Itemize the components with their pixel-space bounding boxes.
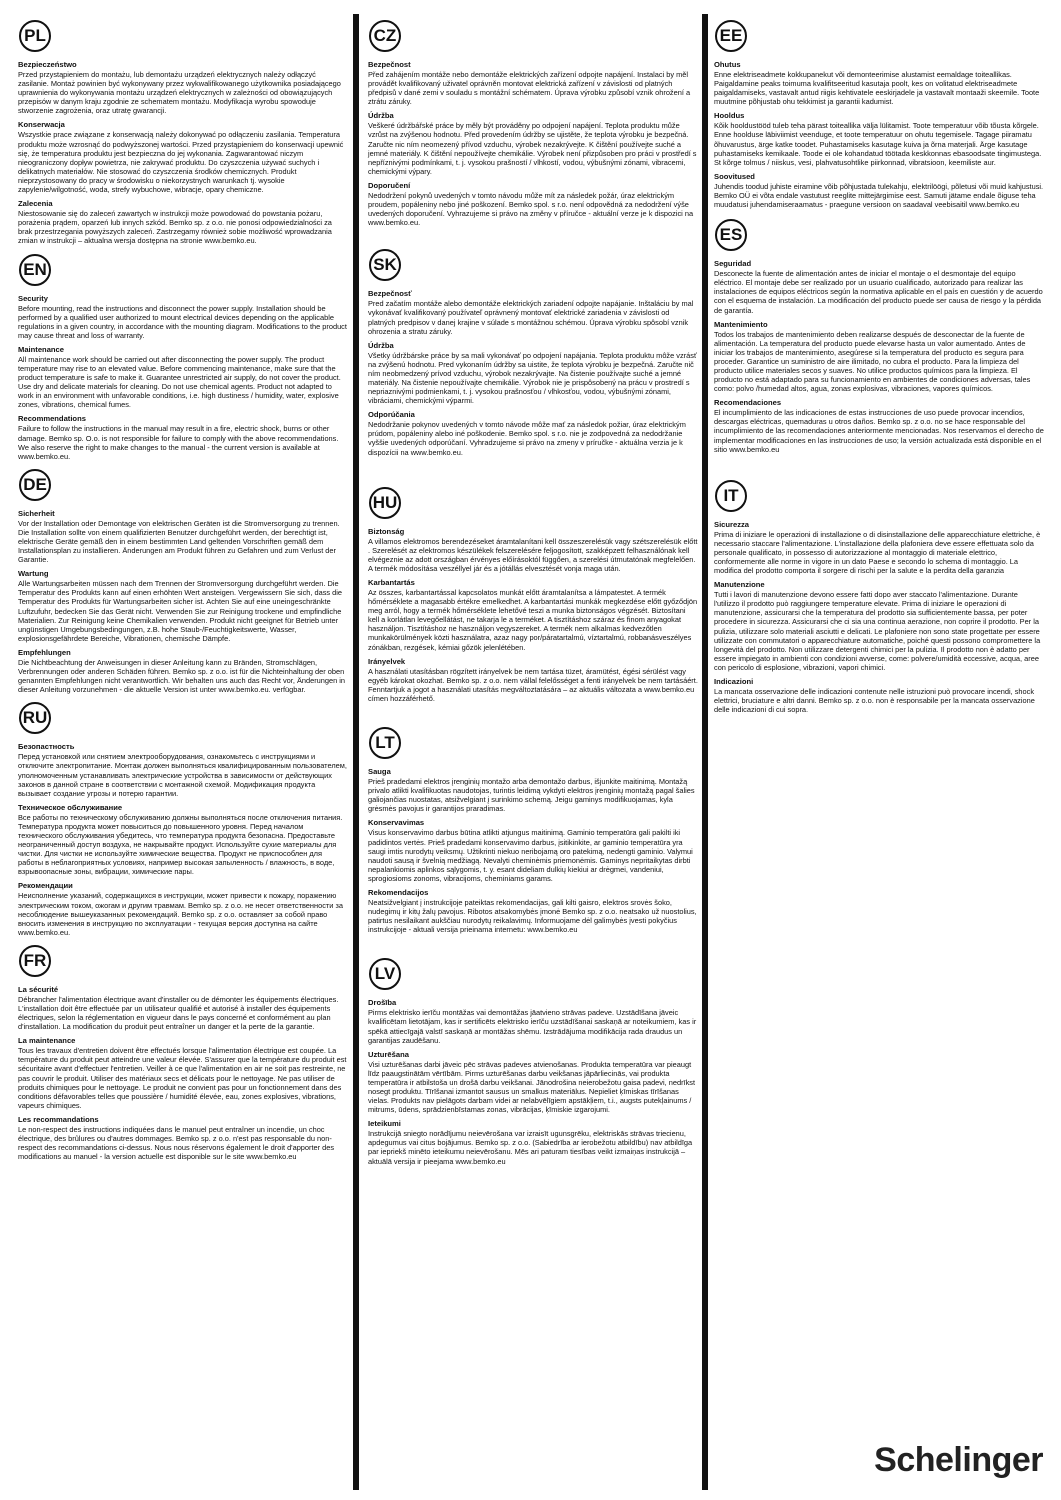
section <box>714 172 1044 209</box>
section-body: Pirms elektrisko ierīču montāžas vai demontāžas jāatvieno strāvas padeve. Uzstādīšana jāveic kvalificētam lietotājam, kas ir sertificēts elektrisko ierīču uzstādīšanai saskaņā ar noteikumiem, kas ir spēkā attiecīgajā valstī saskaņā ar montāžas shēmu. Izstrādājuma modifikācija rada draudus un garantijas zaudēšanu. <box>368 1008 697 1045</box>
column-divider <box>702 14 708 1490</box>
column-left <box>18 14 348 1161</box>
section-title: Bezpečnost <box>368 60 411 69</box>
section-body: Prieš pradedami elektros įrenginių montažo arba demontažo darbus, išjunkite maitinimą. Montažą privalo atlikti kvalifikuotas naudotojas, turintis leidimą vykdyti elektros įrenginių montažą pagal šalies galiojančias nuostatas, atsižvelgiant į surinkimo schemą. Jeigu gaminys modifikuojamas, kyla grėsmės pavojus ir garantijos praradimas. <box>368 777 695 814</box>
language-badge: LT <box>369 727 401 759</box>
section-title: Karbantartás <box>368 578 415 587</box>
language-badge: EE <box>715 20 747 52</box>
section-body: Niestosowanie się do zaleceń zawartych w instrukcji może powodować do powstania pożaru, porażenia prądem, oparzeń lub innych szkód. Bemko sp. z o.o. nie ponosi odpowiedzialności za brak przestrzegania powyższych zaleceń. Zastrzegamy również sobie możliwość wprowadzania zmian w instrukcji – aktualna wersja dostępna na stronie www.bemko.eu. <box>18 209 332 246</box>
section-title: Irányelvek <box>368 656 406 666</box>
section-body: Vor der Installation oder Demontage von elektrischen Geräten ist die Stromversorgung zu trennen. Die Installation sollte von einem qualifizierten Benutzer durchgeführt werden, der berechtigt ist, elektrische Geräte gemäß den in einem bestimmten Land geltenden Vorschriften gemäß dem Installationsplan zu installieren. Änderungen am Produkt führen zu Gefahren und zum Verlust der Garantie. <box>18 518 340 565</box>
section-body: Visus konservavimo darbus būtina atlikti atjungus maitinimą. Gaminio temperatūra gali pakilti iki padidintos vertės. Prieš pradedami konservavimo darbus, įsitikinkite, ar gaminio temperatūra yra saugi imtis nurodytų veiksmų. Užtikrinti niekuo neribojamą oro patekimą, nedengti gaminio. Valymui naudoti sausą ir švelnią medžiagą. Nevalyti cheminėmis priemonėmis. Gaminys nepritaikytas dirbti nepalankiomis aplinkos sąlygomis, t. y. esant dideliam dulkių kiekiui ar drėgmei, vandeniui, sprogiosioms zonoms, vibracijoms, cheminiams garams. <box>368 828 693 883</box>
section <box>714 677 1044 714</box>
section <box>18 414 348 460</box>
section-body: Неисполнение указаний, содержащихся в инструкции, может привести к пожару, поражению электрическим током, ожогам и другим травмам. Bemko sp. z o.o. не несет ответственности за несоблюдение вышеуказанных рекомендаций. Bemko sp. z o.o. оставляет за собой право вносить изменения в инструкцию по эксплуатации - текущая версия доступна на сайте www.bemko.eu. <box>18 891 343 937</box>
section-title: Bezpieczeństwo <box>18 60 77 69</box>
section-title: Безопастность <box>18 742 75 752</box>
language-block-en <box>18 254 348 461</box>
section <box>18 294 348 340</box>
section-body: Juhendis toodud juhiste eiramine võib põhjustada tulekahju, elektrilöögi, põletusi või muid kahjustusi. Bemko OÜ ei võta endale vastutust reeglite mittejärgimise eest. Samuti jätame endale õiguse teha muudatusi juhendamiseraamatus - praegune versioon on saadaval veebisaitil www.bemko.eu <box>714 181 1044 210</box>
section-title: La sécurité <box>18 984 59 994</box>
section <box>18 803 348 877</box>
section-body: Desconecte la fuente de alimentación antes de iniciar el montaje o el desmontaje del equipo eléctrico. El montaje debe ser realizado por un usuario cualificado, autorizado para realizar las instalaciones de equipos eléctricos según la normativa aplicable en el país en cuestión y de acuerdo con el esquema de instalación. La modificación del producto puede ser causa de riesgo y la pérdida de garantía. <box>714 269 1043 315</box>
section-body: All maintenance work should be carried out after disconnecting the power supply. The product temperature may rise to an elevated value. Before commencing maintenance, make sure that the product temperature is safe to make it. Guarantee unrestricted air supply, do not cover the product. Use dry and delicate materials for cleaning. Do not use chemical agents. Product not adapted to work in an environment with unfavorable conditions, i.e. high dustiness / humidity, water, explosive zones, vibrations, chemical fumes. <box>18 354 341 410</box>
column-right <box>714 14 1044 714</box>
section-title: Sicherheit <box>18 508 55 518</box>
section-title: Empfehlungen <box>18 647 71 657</box>
section <box>18 345 348 410</box>
section-title: Security <box>18 293 48 303</box>
section <box>714 60 1044 106</box>
section-title: Техническое обслуживание <box>18 802 123 812</box>
section <box>18 569 348 643</box>
section-body: Všetky údržbárske práce by sa mali vykonávať po odpojení napájania. Teplota produktu môže vzrásť na zvýšenú hodnotu. Pred vykonaním údržby sa uistite, že teplota výrobku je bezpečná. Zaručte nič ním neobmedzený prívod vzduchu, výrobok nezakrývajte. Na čistenie používajte suché a jemné materiály. Na čistenie nepoužívajte chemikálie. Výrobok nie je prispôsobený na prácu v prostredí s nepriaznivými podmienkami, t. j. vysokou prašnosťou / vlhkosťou, vodou, výbušnými zónami, vibráciami, chemickými výparmi. <box>368 350 697 406</box>
language-block-hu <box>368 487 698 703</box>
section-body: Przed przystąpieniem do montażu, lub demontażu urządzeń elektrycznych należy odłączyć zasilanie. Montaż powinien być wykonywany przez wykwalifikowanego użytkownika posiadającego uprawnienia do wykonywania montażu urządzeń elektrycznych w zależności od obowiązujących przepisów w danym kraju zgodnie ze schematem montażu. Modyfikacja wyrobu spowoduje stworzenie zagrożenia, oraz utratę gwarancji. <box>18 70 341 116</box>
section-body: Pred začatím montáže alebo demontáže elektrických zariadení odpojte napájanie. Inštaláciu by mal vykonávať kvalifikovaný používateľ oprávnený montovať elektrické zariadenia v závislosti od platných predpisov v danej krajine v súlade s montážnou schémou. Úprava výrobku spôsobí vznik ohrozenia a stratu záruky. <box>368 299 694 336</box>
section-body: Перед установкой или снятием электрооборудования, ознакомьтесь с инструкциями и отключите электропитание. Монтаж должен выполняться квалифицированным пользователем, уполномоченным устанавливать электрические устройства в зависимости от действующих законов в данной стране в соответствии с монтажной схемой. Модификация продукта вызывает создание угрозы и потерю гарантии. <box>18 752 347 798</box>
section-title: Údržba <box>368 111 394 121</box>
section-title: Maintenance <box>18 344 64 354</box>
section-title: Konserwacja <box>18 120 65 130</box>
section-title: Soovitused <box>714 171 755 181</box>
brand-logo: Schelinger <box>874 1441 1043 1479</box>
section <box>368 1050 698 1115</box>
section-body: Neatsižvelgiant į instrukcijoje pateiktas rekomendacijas, gali kilti gaisro, elektros srovės šoko, nudegimų ir kitų žalų pavojus. Ribotos atsakomybės įmonė Bemko sp. z o.o. neatsako už nuostolius, patirtus nesilaikant aukščiau nurodytų reikalavimų. Informuojame dėl galimybės įvesti pokyčius instrukcijoje - aktuali versija prieinama internetu: www.bemko.eu <box>368 897 697 935</box>
section <box>368 341 698 406</box>
section-body: Wszystkie prace związane z konserwacją należy dokonywać po odłączeniu zasilania. Temperatura produktu może wzrosnąć do podwyższonej wartości. Przed przystąpieniem do konserwacji upewnić się, że temperatura produktu jest bezpieczna do jej wykonania. Zagwarantować niczym nieograniczony dopływ powietrza, nie zakrywać produktu. Do czyszczenia używać suchych i delikatnych materiałów. Nie stosować do czyszczenia środków chemicznych. Produkt nieprzystosowany do pracy w środowisku o niekorzystnych warunkach tj. wysokie zapylenie/wilgotność, woda, strefy wybuchowe, wibracje, opary chemiczne. <box>18 130 344 195</box>
section-title: Bezpečnosť <box>368 289 412 299</box>
section-title: Sicurezza <box>714 519 750 529</box>
section-body: Tous les travaux d'entretien doivent être effectués lorsque l'alimentation électrique est coupée. La température du produit peut atteindre une valeur élevée. S'assurer que la température du produit est sécuritaire avant d'effectuer l'entretien. Veiller à ce que l'alimentation en air ne soit pas restreinte, ne pas couvrir le produit. Utiliser des matériaux secs et délicats pour le nettoyage. Ne pas utiliser de produits chimiques pour le nettoyage. Le produit ne convient pas pour un fonctionnement dans des conditions défavorables telles que poussière / humidité élevée, eau, zones explosives, vibrations, vapeurs chimiques. <box>18 1046 347 1110</box>
section <box>18 742 348 797</box>
section-title: Biztonság <box>368 526 405 536</box>
section <box>368 998 698 1044</box>
section <box>368 767 698 813</box>
section-title: Sauga <box>368 767 391 777</box>
section <box>368 1119 698 1165</box>
section <box>18 1036 348 1110</box>
language-badge: CZ <box>369 20 401 52</box>
section <box>368 818 698 883</box>
language-badge: EN <box>19 254 51 286</box>
section <box>18 881 348 936</box>
language-block-sk <box>368 249 698 456</box>
section-body: Instrukcijā sniegto norādījumu neievērošana var izraisīt ugunsgrēku, elektriskās strāvas triecienu, apdegumus vai citus bojājumus. Bemko sp. z o.o. (Sabiedrība ar ierobežotu atbildību) nav atbildīga par iepriekš minēto ieteikumu neievērošanu. Mēs ari paturam tiesības veikt izmaiņas instrukcijā – aktuālā versija ir pieejama www.bemko.eu <box>368 1129 693 1166</box>
language-block-fr <box>18 945 348 1161</box>
section <box>368 289 698 335</box>
language-badge: PL <box>19 20 51 52</box>
section-title: Uzturēšana <box>368 1049 409 1059</box>
section <box>368 578 698 652</box>
section-title: Drošība <box>368 998 397 1008</box>
section <box>368 410 698 456</box>
section-title: Indicazioni <box>714 677 754 687</box>
section-body: Nedodržanie pokynov uvedených v tomto návode môže mať za následok požiar, úraz elektrickým prúdom, popáleniny alebo iné poškodenie. Bemko spol. s r.o. nie je zodpovedná za nedodržanie vyššie uvedených odporúčaní. Vyhradzujeme si právo na zmeny v príručke - aktuálna verzia je k dispozícii na www.bemko.eu. <box>368 420 686 457</box>
section-body: Kõik hooldustööd tuleb teha pärast toiteallika välja lülitamist. Toote temperatuur võib tõusta kõrgele. Enne hoolduse läbiviimist veenduge, et toote temperatuur on ohutu tegemisele. Tagage piiramatu õhuvarustus, ärge katke toodet. Puhastamiseks kasutage kuiva ja õrna materjali. Ärge kasutage puhastamiseks kemikaale. Toode ei ole kohandatud töötada keskkonnas ebasoodsate tingimustega. St kõrge tolmus / niiskus, vesi, plahvatusohtlike piirkonnad, vibratsioon, keemiliste aur. <box>714 121 1042 167</box>
section <box>714 111 1044 166</box>
section-body: A villamos elektromos berendezéseket áramtalanítani kell összeszerelésük vagy szétszerelésük előtt . Szerelését az elektromos készülékek felszerelésére feljogosított, szakképzett felhasználónak kell elvégeznie az adott országban érvényes előírásoktól függően, a szerelési útmutatónak megfelelően. A termék módosítása veszéllyel jár és a jótállás elvesztését vonja maga után. <box>368 536 698 573</box>
section-title: Doporučení <box>368 180 411 190</box>
section <box>18 199 348 245</box>
section-title: Wartung <box>18 569 49 579</box>
section <box>18 509 348 564</box>
section <box>714 259 1044 314</box>
section-title: Odporúčania <box>368 410 415 420</box>
section-title: Les recommandations <box>18 1114 99 1124</box>
language-block-cz <box>368 20 698 227</box>
section-body: Le non-respect des instructions indiquées dans le manuel peut entraîner un incendie, un choc électrique, des brûlures ou d'autres dommages. Bemko sp. z o.o. n'est pas responsable du non-respect des recommandations ci-dessus. Nous nous réservons également le droit d'apporter des modifications au manuel - la version actuelle est disponible sur le site www.bemko.eu <box>18 1124 335 1162</box>
section <box>368 527 698 573</box>
language-badge: RU <box>19 702 51 734</box>
section-title: La maintenance <box>18 1036 76 1046</box>
section-body: Veškeré údržbářské práce by měly být prováděny po odpojení napájení. Teplota produktu může vzrůst na zvýšenou hodnotu. Před provedením údržby se ujistěte, že teplota výrobku je bezpečná. Zaručte nic ním neomezený přívod vzduchu, výrobek nezakrývejte. K čištění používejte suché a jemné materiály. K čištění nepoužívejte chemikálie. Výrobek není přizpůsoben pro práci v prostředí s nepříznivými podmínkami, t. j. vysokou prašností / vlhkostí, vodou, výbušnými zónami, vibracemi, chemickými výpary. <box>368 121 697 176</box>
section-title: Ieteikumi <box>368 1119 401 1129</box>
language-badge: LV <box>369 958 401 990</box>
section-body: Enne elektriseadmete kokkupanekut või demonteerimise alustamist eemaldage toiteallikas. Paigaldamine peaks toimuma kvalifitseeritud kasutaja poolt, kes on volitatud elektriseadmete paigaldamiseks, vastavalt antud riigis kehtivatele eeskirjadele ja vastavalt montaaži skeemile. Toote muutmine põhjustab ohu tekkimist ja garantii kadumist. <box>714 70 1040 107</box>
section-body: Débrancher l'alimentation électrique avant d'installer ou de démonter les équipements électriques. L'installation doit être effectuée par un utilisateur qualifié et autorisé à installer des équipements électriques, selon la réglementation en vigueur dans le pays concerné et conformément au plan d'installation. La modification du produit peut entraîner un danger et la perte de la garantie. <box>18 994 339 1032</box>
section <box>368 60 698 106</box>
section <box>18 985 348 1031</box>
section <box>368 888 698 934</box>
language-block-pl <box>18 20 348 246</box>
section-title: Recomendaciones <box>714 398 782 408</box>
language-badge: DE <box>19 469 51 501</box>
section <box>714 398 1044 453</box>
section-body: Před zahájením montáže nebo demontáže elektrických zařízení odpojte napájení. Instalaci by měl provádět kvalifikovaný uživatel oprávněn montovat elektrická zařízení v závislosti od platných předpisů v dané zemi v souladu s montážní schématem. Úprava výrobku způsobí vznik ohrožení a ztrátu záruky. <box>368 70 691 107</box>
section-body: Before mounting, read the instructions and disconnect the power supply. Installation should be performed by a qualified user authorized to mount electrical devices depending on the applicable regulations in a given country, in accordance with the mounting diagram. Modifications to the product may cause threat and loss of warranty. <box>18 303 347 340</box>
section <box>18 1115 348 1161</box>
section-body: Failure to follow the instructions in the manual may result in a fire, electric shock, burns or other damage. Bemko sp. O.o. is not responsible for failure to comply with the above recommendations. We also reserve the right to make changes to the manual - the current version is available at www.bemko.eu. <box>18 424 339 461</box>
section-title: Mantenimiento <box>714 319 768 329</box>
section <box>368 111 698 176</box>
language-block-lv <box>368 958 698 1165</box>
section-body: Die Nichtbeachtung der Anweisungen in dieser Anleitung kann zu Bränden, Stromschlägen, Verbrennungen oder anderen Schäden führen. Bemko sp. z o.o. ist für die Nichteinhaltung der oben genannten Empfehlungen nicht verantwortlich. Wir behalten uns auch das Recht vor, Änderungen in dieser Anleitung vorzunehmen - die aktuelle Version ist unter www.bemko.eu. verfügbar. <box>18 657 346 695</box>
language-badge: HU <box>369 487 401 519</box>
language-block-it <box>714 480 1044 715</box>
section-title: Seguridad <box>714 259 752 269</box>
section-body: Prima di iniziare le operazioni di installazione o di disinstallazione delle apparecchiature elettriche, è necessario staccare l'alimentazione. L'installazione della plafoniera deve essere effettuata solo da personale qualificato, in possesso di autorizzazione al montaggio di materiale elettrico, conformemente alle norme in vigore in un dato Paese e secondo lo schema di montaggio. La modifica del prodotto comporta il sorgere di rischi per la salute e la perdita della garanzia <box>714 529 1041 576</box>
section-body: Nedodržení pokynů uvedených v tomto návodu může mít za následek požár, úraz elektrickým proudem, popáleniny nebo jiné poškození. Bemko spol. s r.o. není odpovědná za nedodržení výše uvedených doporučení. Vyhrazujeme si právo na změny v příručce - aktuální verze je k dispozici na www.bemko.eu. <box>368 190 694 228</box>
section <box>18 648 348 694</box>
section-title: Rekomendacijos <box>368 887 429 897</box>
section-body: Todos los trabajos de mantenimiento deben realizarse después de desconectar de la fuente de alimentación. La temperatura del producto puede elevarse hasta un valor aumentado. Antes de iniciar los trabajos de mantenimiento, asegúrese si la temperatura del producto es segura para proceder. Garantice un suministro de aire ilimitado, no cubra el producto. Para la limpieza del producto utilice materiales secos y suaves. No utilice productos químicos para la limpieza. El producto no está adaptado para su funcionamiento en ambientes de condiciones adversas, tales como: polvo /humedad altos, agua, zonas explosivas, vibraciones, vapores químicos. <box>714 329 1031 394</box>
language-block-de <box>18 469 348 695</box>
section-title: Údržba <box>368 340 394 350</box>
section-body: La mancata osservazione delle indicazioni contenute nelle istruzioni può provocare incendi, shock elettrici, bruciature e altri danni. Bemko sp. z o.o. non è responsabile per la mancata osservazione delle indicazioni di cui sopra. <box>714 687 1035 715</box>
section <box>714 520 1044 575</box>
column-middle <box>368 14 698 1166</box>
section-body: Alle Wartungsarbeiten müssen nach dem Trennen der Stromversorgung durchgeführt werden. Die Temperatur des Produkts kann auf einen erhöhten Wert ansteigen. Vergewissern Sie sich, dass die Temperatur des Produkts für Wartungsarbeiten sicher ist. Achten Sie auf eine uneingeschränkte Luftzufuhr, bedecken Sie das Gerät nicht. Verwenden Sie zur Reinigung trockene und empfindliche Materialien. Zur Reinigung keine Chemikalien verwenden. Produkt nicht geeignet für Betrieb unter ungünstigen Umgebungsbedingungen, z.B. hohe Staub-/Feuchtigkeitswerte, Wasser, explosionsgefährdete Bereiche, Vibrationen, chemische Dämpfe. <box>18 579 343 643</box>
section-title: Ohutus <box>714 60 741 69</box>
section <box>18 120 348 194</box>
section-body: Az összes, karbantartással kapcsolatos munkát előtt áramtalanítsa a lámpatestet. A termék hőmérséklete a magasabb értékre emelkedhet. A karbantartási munkák megkezdése előtt győződjön meg arról, hogy a termék hőmérséklete lehetővé teszi a munka biztonságos végzését. Biztosítani kell a korlátlan levegőellátást, ne takarja le a terméket. A tisztításhoz száraz és finom anyagokat használjon. Tisztításhoz ne használjon vegyszereket. A termék nem alkalmas kedvezőtlen munkakörülmények közti használatra, azaz nagy por/páratartalmú, víztartalmú, robbanásveszélyes zónákban, rezgések, kémiai gőzök jelenlétében. <box>368 588 698 652</box>
language-badge: FR <box>19 945 51 977</box>
section-title: Zalecenia <box>18 199 53 209</box>
section-body: A használati utasításban rögzített irányelvek be nem tartása tüzet, áramütést, égési sérülést vagy egyéb károkat okozhat. Bemko sp. z o.o. nem vállal felelősséget a fenti irányelvek be nem tartásáért. Fenntartjuk a jogot a használati utasítás megváltoztatására – az aktuális változata a www.bemko.eu címen hozzáférhető. <box>368 666 698 703</box>
section-title: Recommendations <box>18 414 86 424</box>
section <box>368 181 698 227</box>
section-title: Hooldus <box>714 111 745 121</box>
section-body: Visi uzturēšanas darbi jāveic pēc strāvas padeves atvienošanas. Produkta temperatūra var pieaugt līdz paaugstinātām vērtībām. Pirms uzturēšanas darbu veikšanas jāpārliecinās, vai produkta temperatūra ir atbilstoša un drošā darbu veikšanai. Jānodrošina neierobežotu gaisa padevi, nedrīkst nosegt produktu. Tīrīšanai izmantot sausus un smalkus materiālus. Nepieliet ķīmiskas tīrīšanas vielas. Produkts nav pielāgots darbam videi ar nelabvēlīgiem apstākļiem, t.i., augsts putekļainums / mitrums, ūdens, sprādzienbīstamas zonas, vibrācijas, ķīmiskie izgarojumi. <box>368 1059 696 1115</box>
language-block-ru <box>18 702 348 937</box>
language-badge: ES <box>715 219 747 251</box>
section <box>714 320 1044 394</box>
language-block-lt <box>368 727 698 934</box>
section-title: Рекомендации <box>18 881 73 891</box>
section-title: Manutenzione <box>714 580 765 590</box>
section <box>18 60 348 115</box>
section-title: Konservavimas <box>368 818 425 828</box>
language-badge: SK <box>369 249 401 281</box>
language-block-ee <box>714 20 1044 209</box>
language-block-es <box>714 219 1044 454</box>
section <box>368 657 698 703</box>
section <box>714 580 1044 672</box>
section-body: El incumplimiento de las indicaciones de estas instrucciones de uso puede provocar incendios, descargas eléctricas, quemaduras u otros daños. Bemko sp. z o.o. no se hace responsable del incumplimiento de las recomendaciones anteriormente mencionadas. Nos reservamos el derecho de implementar modificaciones en las instrucciones de uso; la versión actualizada está disponible en el sitio www.bemko.eu <box>714 408 1044 454</box>
section-body: Tutti i lavori di manutenzione devono essere fatti dopo aver staccato l'alimentazione. Durante l'utilizzo il prodotto può raggiungere temperature elevate. Prima di iniziare le operazioni di manutenzione, assicurarsi che la temperatura del prodotto sia sufficientemente bassa, per poter procedere in sicurezza. Assicurarsi che ci sia una continua aerazione, non coprire il prodotto. Per la pulizia, utilizzare solo materiali asciutti e delicati. Le plafoniere non sono state progettate per essere utilizzate con commutatori o apparecchiature automatiche, poiché questi possono compromettere la longevità del prodotto. Non utilizzare detergenti chimici per la pulizia. Il prodotto non è adatto per essere impiegato in ambienti con condizioni avverse, come: polvere/umidità eccessive, acqua, aree con pericolo di esplosione, vibrazioni, vapori chimici. <box>714 590 1041 672</box>
section-body: Все работы по техническому обслуживанию должны выполняться после отключения питания. Температура продукта может повыситься до повышенного уровня. Перед началом технического обслуживания убедитесь, что температура продукта безопасна. Предоставьте неограниченный доступ воздуха, не накрывайте продукт. Используйте сухие материалы для чистки. Для чистки не используйте химические вещества. Продукт не приспособлен для работы в неблагоприятных условиях, например высокая запыленность / влажность, в воде, взрывоопасные зоны, вибрации, химические пары. <box>18 812 343 877</box>
column-divider <box>353 14 359 1490</box>
language-badge: IT <box>715 480 747 512</box>
